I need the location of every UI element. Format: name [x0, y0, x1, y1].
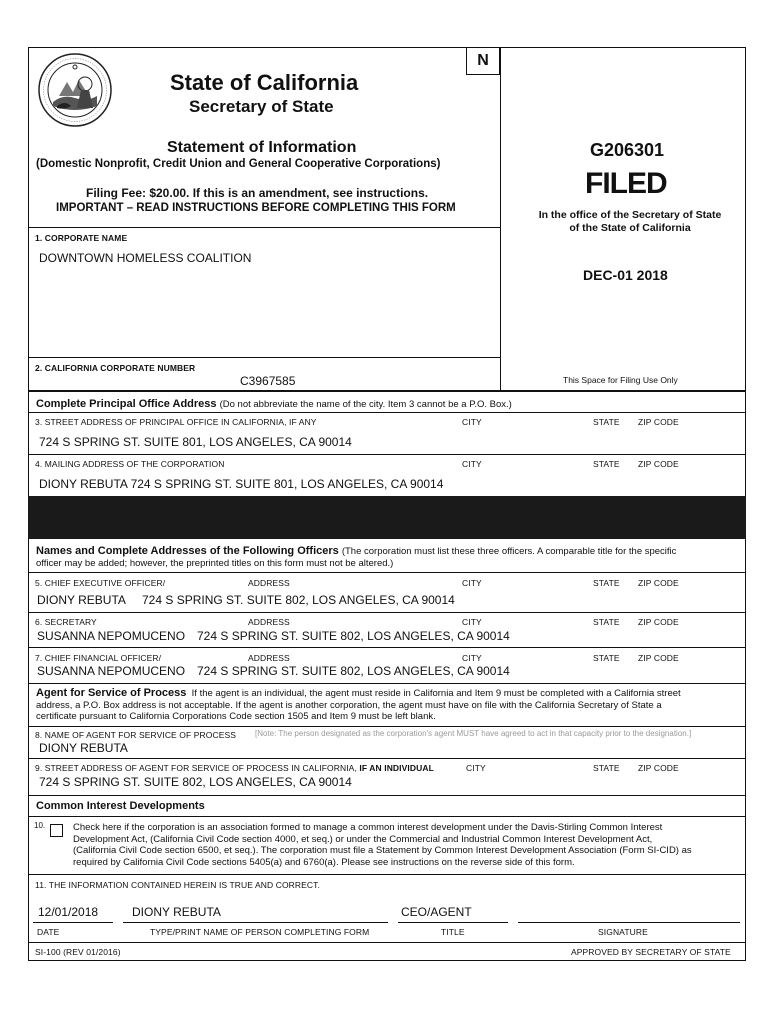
address-label: ADDRESS	[248, 578, 290, 588]
certify-title-value: CEO/AGENT	[401, 905, 472, 919]
filing-area-divider	[500, 47, 501, 390]
cfo-address: 724 S SPRING ST. SUITE 802, LOS ANGELES, CA 90014	[197, 664, 510, 678]
important-notice: IMPORTANT – READ INSTRUCTIONS BEFORE COMPLETING THIS FORM	[56, 202, 456, 214]
agent-para-line3: certificate pursuant to California Corporations Code section 1505 and Item 9 must be left blank.	[36, 711, 436, 722]
agent-para-line1: If the agent is an individual, the agent must reside in California and Item 9 must be completed with a California street	[191, 688, 681, 699]
principal-office-heading	[36, 398, 512, 410]
corporate-name-value: DOWNTOWN HOMELESS COALITION	[39, 251, 252, 265]
principal-address-label: 3. STREET ADDRESS OF PRINCIPAL OFFICE IN CALIFORNIA, IF ANY	[35, 417, 317, 427]
divider	[28, 683, 746, 684]
cid-title: Common Interest Developments	[36, 800, 205, 812]
divider	[28, 942, 746, 943]
cid-line2: Development Act, (California Civil Code section 4000, et seq.) or under the Commercial and Industrial Common Interest Development Act,	[73, 833, 653, 845]
form-type-box: N	[466, 47, 500, 75]
state-label: STATE	[593, 578, 620, 588]
filing-office-line2: of the State of California	[569, 222, 691, 234]
secretary-address: 724 S SPRING ST. SUITE 802, LOS ANGELES, CA 90014	[197, 629, 510, 643]
date-line	[33, 922, 113, 923]
city-label: CITY	[462, 653, 482, 663]
city-label: CITY	[462, 617, 482, 627]
cid-checkbox[interactable]	[50, 824, 63, 837]
secretary-label: 6. SECRETARY	[35, 617, 97, 627]
signature-line[interactable]	[518, 922, 740, 923]
certify-name-value: DIONY REBUTA	[132, 905, 221, 919]
divider	[28, 758, 746, 759]
divider	[28, 412, 746, 413]
secretary-title: Secretary of State	[189, 97, 334, 116]
form-id: SI-100 (REV 01/2016)	[35, 947, 121, 957]
cid-line4: required by California Civil Code sections 5405(a) and 6760(a). Please see instructions on the reverse side of this form.	[73, 856, 575, 868]
title-label: TITLE	[441, 927, 465, 937]
corporate-number-value: C3967585	[240, 374, 296, 388]
state-label: STATE	[593, 417, 620, 427]
mailing-address-label: 4. MAILING ADDRESS OF THE CORPORATION	[35, 459, 225, 469]
address-label: ADDRESS	[248, 653, 290, 663]
officers-note-line1: (The corporation must list these three officers. A comparable title for the specific	[341, 546, 677, 557]
filing-office	[520, 209, 740, 235]
divider	[28, 390, 746, 392]
divider	[28, 612, 746, 613]
officers-note-line2: officer may be added; however, the preprinted titles on this form must not be altered.)	[36, 558, 394, 569]
corporate-number-label: 2. CALIFORNIA CORPORATE NUMBER	[35, 363, 196, 373]
agent-para-line2: address, a P.O. Box address is not acceptable. If the agent is another corporation, the agent must have on file with the California Secretary of State a	[36, 699, 662, 711]
filing-space-note: This Space for Filing Use Only	[563, 375, 678, 385]
name-line	[123, 922, 388, 923]
cfo-name: SUSANNA NEPOMUCENO	[37, 664, 186, 678]
cfo-label: 7. CHIEF FINANCIAL OFFICER/	[35, 653, 162, 663]
corporate-name-label: 1. CORPORATE NAME	[35, 233, 128, 243]
title-line	[398, 922, 508, 923]
ceo-label: 5. CHIEF EXECUTIVE OFFICER/	[35, 578, 166, 588]
corporation-types: (Domestic Nonprofit, Credit Union and General Cooperative Corporations)	[36, 158, 441, 170]
divider	[28, 726, 746, 727]
city-label: CITY	[466, 763, 486, 773]
city-label: CITY	[462, 459, 482, 469]
statement-title: Statement of Information	[167, 139, 357, 156]
zip-label: ZIP CODE	[638, 763, 679, 773]
approved-by: APPROVED BY SECRETARY OF STATE	[571, 947, 731, 957]
certify-date-value: 12/01/2018	[38, 905, 99, 919]
divider	[28, 227, 501, 228]
agent-address-label-bold: IF AN INDIVIDUAL	[359, 763, 434, 773]
divider	[28, 647, 746, 648]
principal-address-value: 724 S SPRING ST. SUITE 801, LOS ANGELES, CA 90014	[39, 435, 352, 449]
filing-date: DEC-01 2018	[583, 267, 668, 283]
divider	[28, 454, 746, 455]
cid-paragraph	[73, 822, 735, 868]
zip-label: ZIP CODE	[638, 459, 679, 469]
cid-item-number: 10.	[34, 821, 46, 830]
cid-line3: (California Civil Code section 6500, et seq.). The corporation must file a Statement by Common Interest Development Association (Form SI-CID) as	[73, 845, 692, 856]
city-label: CITY	[462, 578, 482, 588]
certify-label: 11. THE INFORMATION CONTAINED HEREIN IS TRUE AND CORRECT.	[35, 880, 320, 890]
state-title: State of California	[170, 70, 359, 95]
divider	[28, 816, 746, 817]
signature-label: SIGNATURE	[598, 927, 648, 937]
city-label: CITY	[462, 417, 482, 427]
secretary-name: SUSANNA NEPOMUCENO	[37, 629, 186, 643]
officers-heading	[36, 545, 676, 557]
principal-office-note: (Do not abbreviate the name of the city. Item 3 cannot be a P.O. Box.)	[219, 399, 512, 410]
agent-title: Agent for Service of Process	[36, 687, 187, 699]
agent-heading	[36, 688, 740, 723]
date-label: DATE	[37, 927, 60, 937]
address-label: ADDRESS	[248, 617, 290, 627]
divider	[28, 572, 746, 573]
cid-line1: Check here if the corporation is an association formed to manage a common interest development under the Davis-Stirling Common Interest	[73, 822, 663, 833]
divider	[28, 795, 746, 796]
agent-address-value: 724 S SPRING ST. SUITE 802, LOS ANGELES, CA 90014	[39, 775, 352, 789]
zip-label: ZIP CODE	[638, 653, 679, 663]
zip-label: ZIP CODE	[638, 617, 679, 627]
ceo-name: DIONY REBUTA	[37, 593, 126, 607]
state-label: STATE	[593, 617, 620, 627]
zip-label: ZIP CODE	[638, 578, 679, 588]
state-label: STATE	[593, 653, 620, 663]
divider	[28, 357, 501, 358]
filing-number: G206301	[590, 140, 665, 160]
agent-name-value: DIONY REBUTA	[39, 741, 128, 755]
agent-address-label-text: 9. STREET ADDRESS OF AGENT FOR SERVICE OF PROCESS IN CALIFORNIA,	[35, 763, 357, 773]
state-label: STATE	[593, 459, 620, 469]
divider	[28, 874, 746, 875]
officers-title: Names and Complete Addresses of the Following Officers	[36, 545, 339, 557]
mailing-address-value: DIONY REBUTA 724 S SPRING ST. SUITE 801, LOS ANGELES, CA 90014	[39, 477, 444, 491]
filing-office-line1: In the office of the Secretary of State	[538, 209, 722, 221]
filing-status: FILED	[585, 167, 667, 200]
filing-fee: Filing Fee: $20.00. If this is an amendment, see instructions.	[86, 186, 429, 200]
agent-name-label: 8. NAME OF AGENT FOR SERVICE OF PROCESS	[35, 730, 237, 740]
zip-label: ZIP CODE	[638, 417, 679, 427]
redaction-bar	[28, 496, 746, 539]
name-label: TYPE/PRINT NAME OF PERSON COMPLETING FORM	[150, 927, 370, 937]
principal-office-title: Complete Principal Office Address	[36, 398, 217, 410]
state-seal-icon	[37, 52, 113, 128]
agent-address-label	[35, 763, 434, 773]
agent-name-note: [Note: The person designated as the corporation's agent MUST have agreed to act in that capacity prior to the designation.]	[255, 729, 692, 738]
ceo-address: 724 S SPRING ST. SUITE 802, LOS ANGELES, CA 90014	[142, 593, 455, 607]
state-label: STATE	[593, 763, 620, 773]
